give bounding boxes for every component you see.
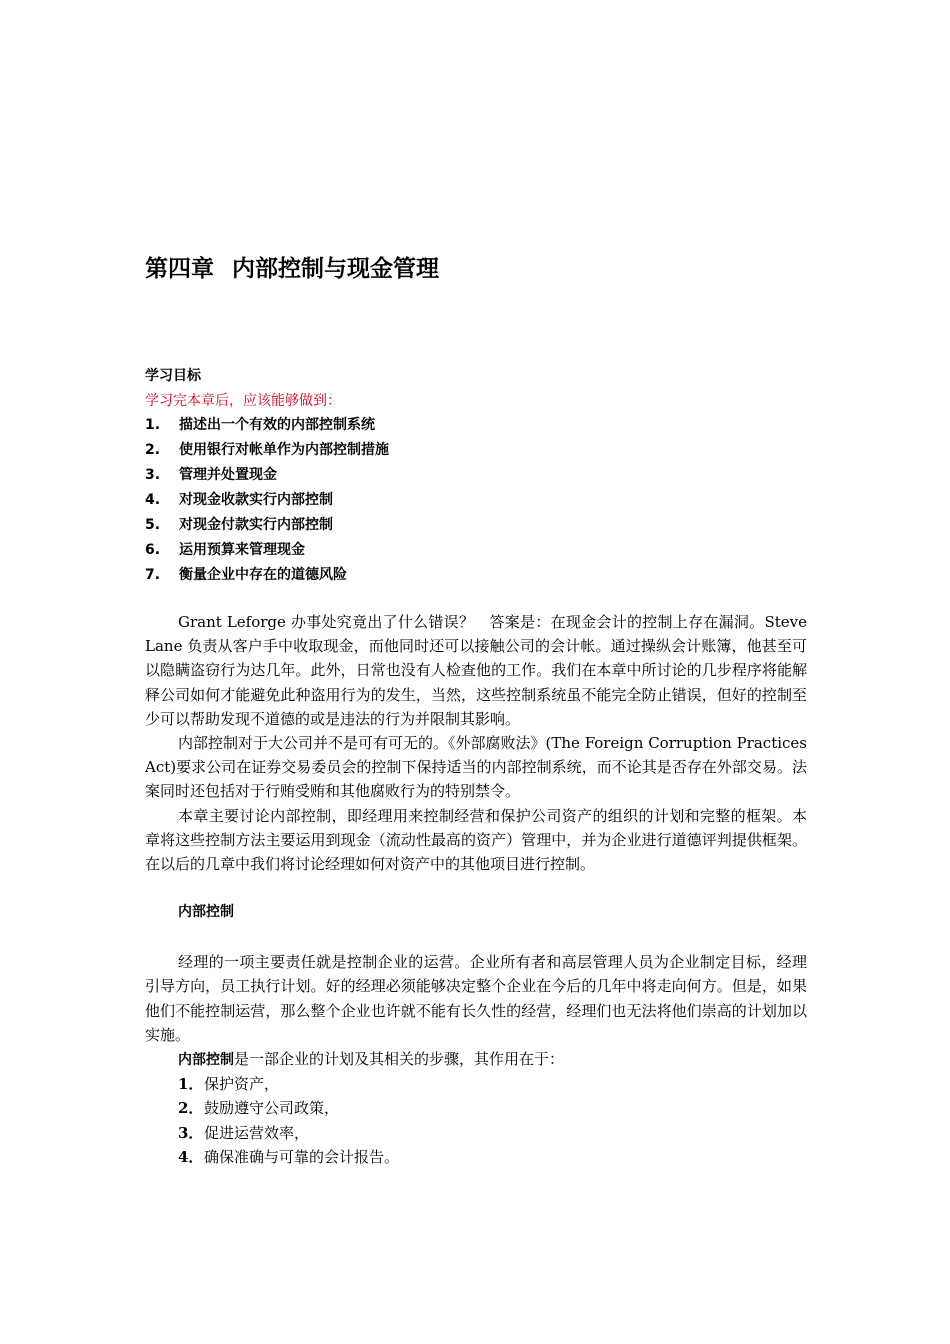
objective-number: 7.: [145, 567, 161, 583]
objective-number: 2.: [145, 442, 161, 458]
function-number: 2．: [178, 1099, 204, 1118]
objective-text: 使用银行对帐单作为内部控制措施: [179, 442, 389, 458]
objectives-list: [145, 413, 807, 588]
chapter-number: 第四章: [145, 256, 214, 282]
objectives-heading: 学习目标: [145, 368, 201, 384]
objective-item: [145, 513, 807, 538]
defined-term: 内部控制: [178, 1052, 234, 1069]
objective-number: 1.: [145, 417, 161, 433]
control-functions-list: [145, 1072, 807, 1169]
objective-item: [145, 413, 807, 438]
objective-number: 5.: [145, 517, 161, 533]
objective-number: 4.: [145, 492, 161, 508]
function-text: 保护资产，: [204, 1075, 280, 1094]
objective-text: 对现金收款实行内部控制: [179, 492, 333, 508]
objective-item: [145, 538, 807, 563]
objective-text: 对现金付款实行内部控制: [179, 517, 333, 533]
function-item: [178, 1072, 807, 1096]
function-number: 4．: [178, 1147, 204, 1166]
function-number: 3．: [178, 1123, 204, 1142]
definition-paragraph: [145, 1047, 807, 1072]
objective-item: [145, 438, 807, 463]
objective-text: 运用预算来管理现金: [179, 542, 305, 558]
function-item: [178, 1145, 807, 1169]
objective-text: 管理并处置现金: [179, 467, 277, 483]
function-text: 鼓励遵守公司政策，: [204, 1099, 340, 1118]
objective-item: [145, 563, 807, 588]
objective-item: [145, 488, 807, 513]
chapter-body: [145, 610, 807, 1169]
section-paragraph-1: 经理的一项主要责任就是控制企业的运营。企业所有者和高层管理人员为企业制定目标，经理引导方向，员工执行计划。好的经理必须能够决定整个企业在今后的几年中将走向何方。但是，如果他们不能控制运营，那么整个企业也许就不能有长久性的经营，经理们也无法将他们崇高的计划加以实施。: [145, 953, 807, 1044]
objective-number: 3.: [145, 467, 161, 483]
intro-paragraph-2: 内部控制对于大公司并不是可有可无的。《外部腐败法》(The Foreign Corruption Practices Act)要求公司在证券交易委员会的控制下保持适当的内部控制系统，而不论其是否存在外部交易。法案同时还包括对于行贿受贿和其他腐败行为的特别禁令。: [145, 734, 807, 801]
objective-text: 衡量企业中存在的道德风险: [179, 567, 347, 583]
objectives-intro: 学习完本章后，应该能够做到：: [145, 393, 341, 409]
section-heading: 内部控制: [178, 904, 234, 921]
objective-item: [145, 463, 807, 488]
function-number: 1．: [178, 1075, 204, 1094]
function-item: [178, 1096, 807, 1120]
learning-objectives: [145, 364, 807, 588]
function-text: 确保准确与可靠的会计报告。: [204, 1147, 400, 1166]
objective-number: 6.: [145, 542, 161, 558]
intro-paragraph-1: Grant Leforge 办事处究竟出了什么错误？ 答案是：在现金会计的控制上存在漏洞。Steve Lane 负责从客户手中收取现金，而他同时还可以接触公司的会计帐。通过操纵会计账簿，他甚至可以隐瞒盗窃行为达几年。此外，日常也没有人检查他的工作。我们在本章中所讨论的几步程序将能解释公司如何才能避免此种盗用行为的发生，当然，这些控制系统虽不能完全防止错误，但好的控制至少可以帮助发现不道德的或是违法的行为并限制其影响。: [145, 613, 807, 728]
function-item: [178, 1121, 807, 1145]
intro-paragraph-3: 本章主要讨论内部控制，即经理用来控制经营和保护公司资产的组织的计划和完整的框架。本章将这些控制方法主要运用到现金（流动性最高的资产）管理中，并为企业进行道德评判提供框架。在以后的几章中我们将讨论经理如何对资产中的其他项目进行控制。: [145, 806, 807, 874]
definition-text: 是一部企业的计划及其相关的步骤，其作用在于：: [234, 1050, 565, 1069]
objective-text: 描述出一个有效的内部控制系统: [179, 417, 375, 433]
chapter-title: [145, 252, 439, 286]
chapter-name: 内部控制与现金管理: [232, 256, 439, 282]
function-text: 促进运营效率，: [204, 1123, 310, 1142]
